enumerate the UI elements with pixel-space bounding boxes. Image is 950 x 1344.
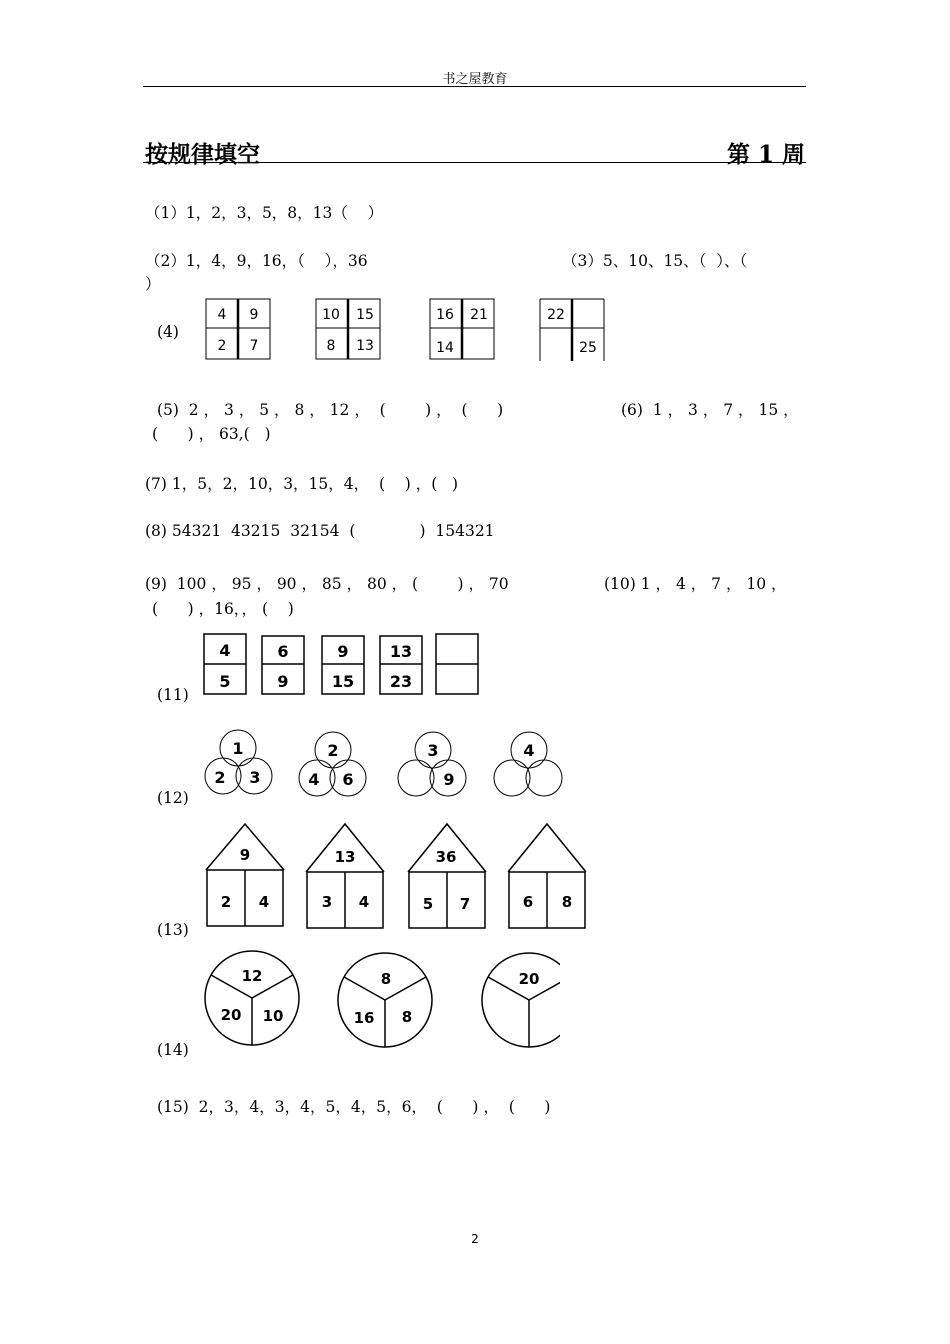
- box-4-top: 13: [389, 642, 413, 661]
- question-12-label: (12): [157, 789, 189, 807]
- venn-2-top: 2: [327, 741, 339, 760]
- venn-1-right: 3: [249, 768, 261, 787]
- house-4: [508, 824, 586, 928]
- house-2-roof: 13: [334, 848, 356, 866]
- wheel-1-left: 20: [220, 1006, 242, 1024]
- grid-2-top-right: 15: [356, 307, 374, 323]
- wheel-1: [205, 951, 299, 1045]
- grid-3-top-right: 21: [470, 307, 488, 323]
- box-1: [204, 634, 246, 694]
- grid-3-top-left: 16: [436, 307, 454, 323]
- question-13-label: (13): [157, 921, 189, 939]
- box-3: [322, 636, 364, 694]
- question-9: (9) 100 ， 95 ， 90 ， 85 ， 80 ， ( ) ， 70: [145, 575, 509, 593]
- grid-2-bottom-right: 13: [356, 338, 374, 354]
- wheel-3: [482, 953, 560, 1047]
- house-2: [306, 824, 384, 928]
- wheel-2-left: 16: [353, 1009, 375, 1027]
- box-2-bottom: 9: [277, 672, 289, 691]
- question-2: （2）1，4，9，16，（ ），36: [145, 252, 368, 270]
- header-divider: [143, 86, 806, 87]
- box-4-bottom: 23: [389, 672, 413, 691]
- question-8: (8) 54321 43215 32154 ( ) 154321: [145, 522, 495, 540]
- wheel-2-right: 8: [401, 1008, 413, 1026]
- venn-3-right: 9: [443, 770, 455, 789]
- question-7: (7) 1，5，2，10，3，15，4， ( ) ，( ): [145, 475, 459, 493]
- venn-3-top: 3: [427, 741, 439, 760]
- question-11-label: (11): [157, 686, 189, 704]
- house-3-left: 5: [422, 895, 434, 913]
- grid-1-bottom-right: 7: [249, 338, 259, 354]
- venn-1-left: 2: [214, 768, 226, 787]
- question-13-houses: [200, 818, 595, 933]
- grid-3-bottom-left: 14: [436, 340, 454, 356]
- grid-2-bottom-left: 8: [326, 338, 336, 354]
- grid-4: [540, 299, 604, 361]
- page-number: 2: [471, 1232, 479, 1246]
- house-3-right: 7: [459, 895, 471, 913]
- house-3-roof: 36: [435, 848, 457, 866]
- grid-1-top-left: 4: [217, 307, 227, 323]
- grid-1: [206, 299, 270, 359]
- question-6: (6) 1 ， 3 ， 7 ， 15 ，: [621, 401, 799, 419]
- question-10: (10) 1 ， 4 ， 7 ， 10 ，: [604, 575, 787, 593]
- house-3: [408, 824, 486, 928]
- question-3-continued: ）: [145, 275, 161, 293]
- grid-4-top-left: 22: [547, 307, 565, 323]
- question-1: （1）1，2，3，5，8，13（ ）: [145, 204, 384, 222]
- house-1-roof: 9: [239, 846, 251, 864]
- box-2-top: 6: [277, 642, 289, 661]
- box-1-bottom: 5: [219, 672, 231, 691]
- wheel-1-right: 10: [262, 1007, 284, 1025]
- box-3-top: 9: [337, 642, 349, 661]
- question-4-label: (4): [157, 323, 179, 341]
- question-6-continued: ( ) ， 63,( ): [152, 425, 271, 443]
- question-14-wheels: [200, 944, 560, 1056]
- grid-4-bottom-right: 25: [579, 340, 597, 356]
- venn-4-top: 4: [523, 741, 535, 760]
- venn-1-top: 1: [232, 739, 244, 758]
- grid-2-top-left: 10: [322, 307, 340, 323]
- wheel-2-top: 8: [380, 970, 392, 988]
- title-underline: [143, 162, 806, 163]
- house-4-left: 6: [522, 893, 534, 911]
- grid-1-top-right: 9: [249, 307, 259, 323]
- grid-2: [316, 299, 380, 359]
- question-10-continued: ( ) ，16，， ( ): [152, 600, 294, 618]
- box-2: [262, 636, 304, 694]
- house-1: [206, 824, 284, 926]
- question-12-circles: [196, 724, 576, 804]
- house-1-right: 4: [258, 893, 270, 911]
- wheel-3-top: 20: [518, 970, 540, 988]
- question-15: (15) 2，3，4，3，4，5，4，5，6， ( ) ， ( ): [157, 1098, 551, 1116]
- question-3: （3）5、10、15、（ ）、（: [562, 252, 748, 270]
- house-2-right: 4: [358, 893, 370, 911]
- question-14-label: (14): [157, 1041, 189, 1059]
- box-1-top: 4: [219, 641, 231, 660]
- house-1-left: 2: [220, 893, 232, 911]
- page-title: 按规律填空: [145, 141, 260, 168]
- box-5: [436, 634, 478, 694]
- wheel-1-top: 12: [241, 967, 263, 985]
- box-4: [380, 636, 422, 694]
- box-3-bottom: 15: [331, 672, 355, 691]
- venn-2-left: 4: [308, 770, 320, 789]
- page-header: 书之屋教育: [442, 72, 508, 87]
- venn-2-right: 6: [342, 770, 354, 789]
- grid-1-bottom-left: 2: [217, 338, 227, 354]
- question-11-boxes: [200, 630, 490, 702]
- house-2-left: 3: [321, 893, 333, 911]
- question-4-grids: [200, 295, 620, 365]
- house-4-right: 8: [561, 893, 573, 911]
- grid-3: [430, 299, 494, 359]
- question-5: (5) 2 ， 3 ， 5 ， 8 ， 12 ， ( ) ， ( ): [157, 401, 504, 419]
- week-label: 第 1 周: [726, 141, 805, 168]
- wheel-2: [338, 953, 432, 1047]
